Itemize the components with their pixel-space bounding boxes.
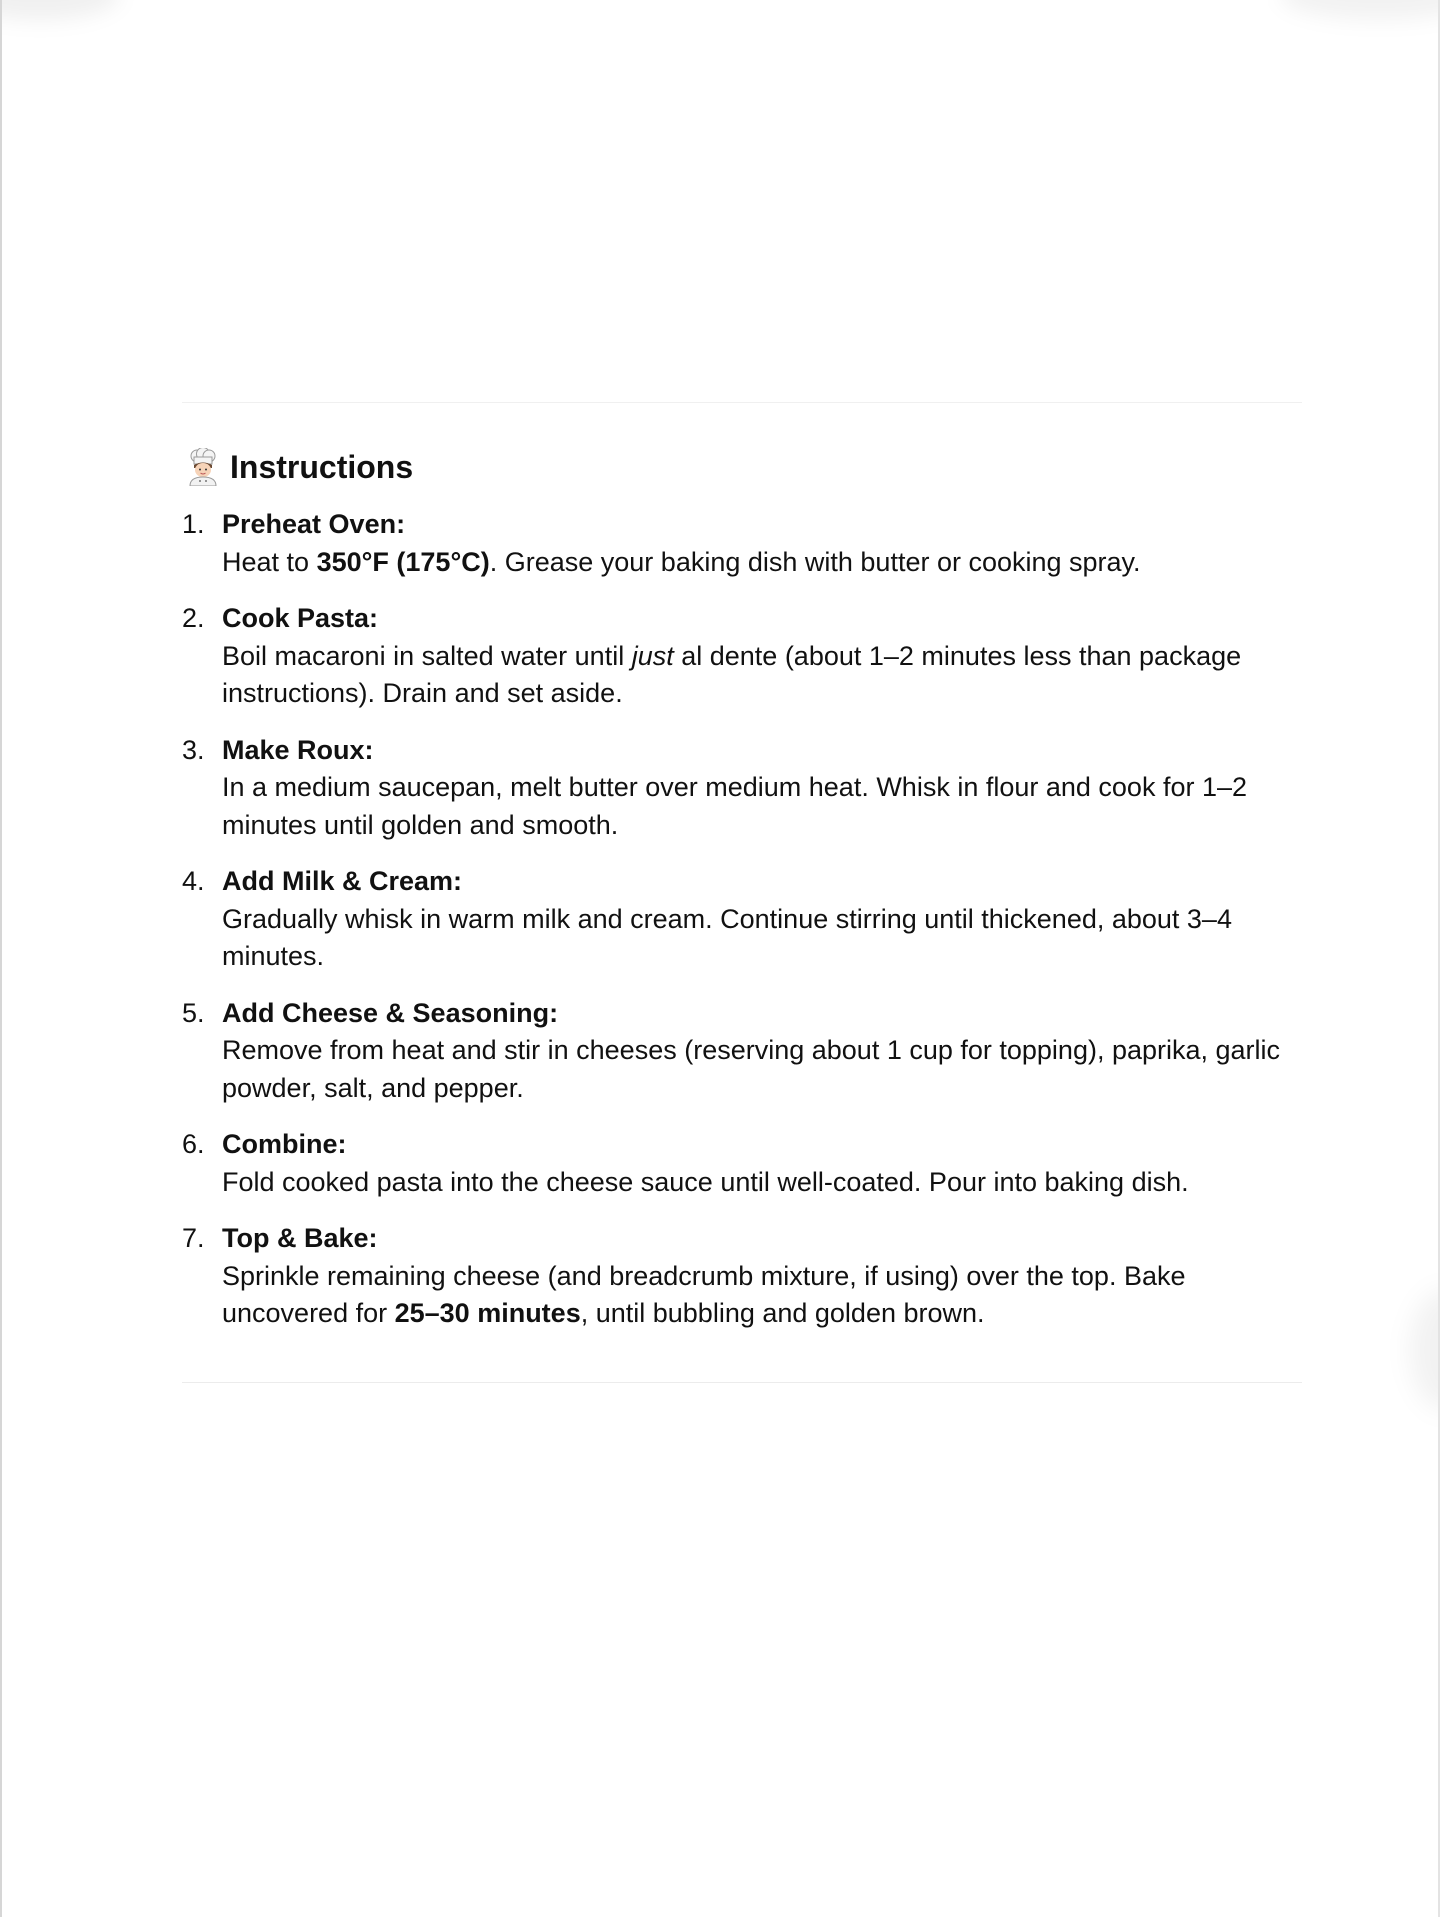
- step-text: Heat to: [222, 546, 317, 577]
- divider-bottom: [182, 1382, 1302, 1383]
- step-body: [222, 1258, 1312, 1333]
- chef-icon: [186, 448, 220, 486]
- page-shadow: [1410, 1290, 1440, 1410]
- step-number: 6.: [182, 1129, 205, 1159]
- step-body: [222, 769, 1312, 844]
- page-edge-left: [0, 0, 2, 1917]
- list-item: [182, 1126, 1312, 1201]
- step-number: 7.: [182, 1223, 205, 1253]
- step-body: [222, 544, 1312, 582]
- step-text: , until bubbling and golden brown.: [580, 1298, 985, 1328]
- emphasis-bold: 25–30 minutes: [394, 1298, 581, 1328]
- emphasis-italic: just: [631, 640, 674, 671]
- list-item: [182, 863, 1312, 976]
- step-text: Fold cooked pasta into the cheese sauce until well-coated. Pour into baking dish.: [222, 1166, 1189, 1197]
- emphasis-bold: 350°F (175°C): [316, 546, 490, 577]
- step-text: al dente (about 1–2 minutes less than package instructions). Drain and set aside.: [222, 640, 1242, 708]
- step-body: [222, 1164, 1312, 1202]
- step-number: 5.: [182, 997, 205, 1028]
- page-shadow: [1280, 0, 1440, 20]
- page-shadow: [0, 0, 120, 20]
- step-body: [222, 1032, 1312, 1107]
- step-text: Boil macaroni in salted water until: [222, 640, 632, 671]
- step-title: Make Roux:: [222, 734, 374, 765]
- step-text: Gradually whisk in warm milk and cream. Continue stirring until thickened, about 3–4 minutes.: [222, 903, 1232, 971]
- step-body: [222, 901, 1312, 976]
- step-title: Add Milk & Cream:: [222, 866, 463, 896]
- section-heading: [186, 446, 413, 488]
- heading-text: Instructions: [230, 449, 414, 485]
- divider-top: [182, 402, 1302, 403]
- step-body: [222, 638, 1312, 713]
- step-text: Remove from heat and stir in cheeses (reserving about 1 cup for topping), paprika, garlic powder, salt, and pepper.: [222, 1035, 1281, 1103]
- step-title: Preheat Oven:: [222, 509, 406, 539]
- step-number: 2.: [182, 603, 205, 633]
- step-number: 3.: [182, 734, 205, 765]
- list-item: [182, 732, 1312, 845]
- step-number: 4.: [182, 866, 205, 896]
- list-item: [182, 995, 1312, 1108]
- step-text: Sprinkle remaining cheese (and breadcrumb mixture, if using) over the top. Bake uncovered for: [222, 1260, 1186, 1328]
- list-item: [182, 1220, 1312, 1333]
- step-text: In a medium saucepan, melt butter over medium heat. Whisk in flour and cook for 1–2 minutes until golden and smooth.: [222, 772, 1248, 840]
- step-title: Add Cheese & Seasoning:: [222, 997, 559, 1028]
- instruction-list: [182, 506, 1312, 1352]
- step-title: Cook Pasta:: [222, 603, 379, 633]
- step-title: Top & Bake:: [222, 1223, 378, 1253]
- list-item: [182, 600, 1312, 713]
- step-text: . Grease your baking dish with butter or cooking spray.: [489, 546, 1141, 577]
- step-title: Combine:: [222, 1129, 347, 1159]
- list-item: [182, 506, 1312, 581]
- step-number: 1.: [182, 509, 205, 539]
